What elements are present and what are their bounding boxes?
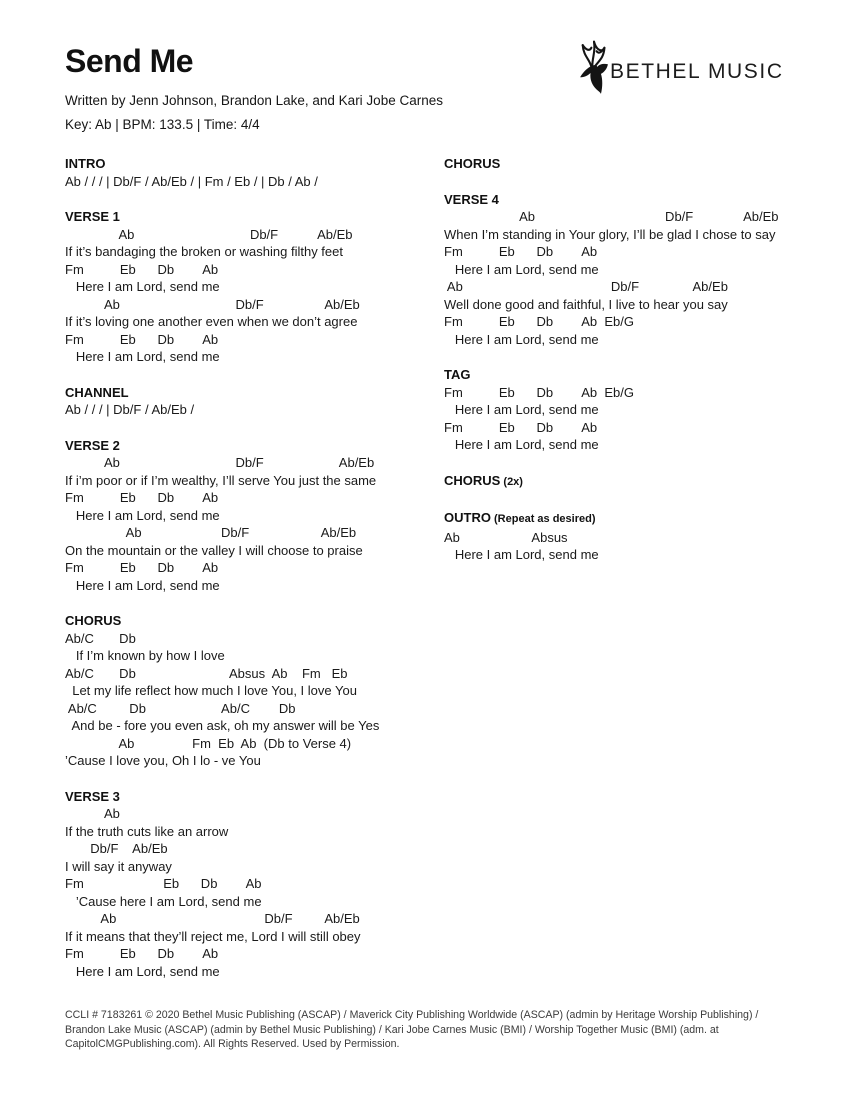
section-heading: VERSE 2	[65, 437, 120, 453]
section-heading: VERSE 4	[444, 191, 499, 207]
chord-line: Fm Eb Db Ab	[65, 331, 219, 347]
lyric-line: Here I am Lord, send me	[65, 963, 220, 979]
section-heading: CHORUS (2x)	[444, 472, 523, 488]
lyric-line: On the mountain or the valley I will choose to praise	[65, 542, 363, 558]
bethel-music-logo	[574, 36, 784, 96]
song-body	[65, 155, 797, 998]
lyric-line: Here I am Lord, send me	[65, 577, 220, 593]
chord-line: Fm Eb Db Ab Eb/G	[444, 384, 635, 400]
chord-line: Fm Eb Db Ab	[65, 490, 219, 505]
lyric-line: Here I am Lord, send me	[444, 437, 599, 452]
chord-line: Fm Eb Db Ab	[444, 419, 598, 435]
chord-line: Ab/C Db Ab/C Db	[65, 700, 296, 716]
lyric-line: If i’m poor or if I’m wealthy, I’ll serve You just the same	[65, 472, 377, 488]
lyric-line: If it’s loving one another even when we don’t agree	[65, 314, 358, 329]
chord-line: Ab/C Db Absus Ab Fm Eb	[65, 665, 348, 681]
section-tag	[444, 366, 797, 454]
brand-name: BETHEL MUSIC	[610, 60, 784, 83]
section-heading: VERSE 3	[65, 788, 120, 804]
chord-line: Fm Eb Db Ab Eb/G	[444, 314, 635, 329]
chord-line: Ab Db/F Ab/Eb	[444, 209, 779, 224]
section-outro	[444, 509, 797, 564]
lyric-line: When I’m standing in Your glory, I’ll be glad I chose to say	[444, 226, 776, 242]
lyric-line: Well done good and faithful, I live to hear you say	[444, 296, 728, 312]
copyright-footer: CCLI # 7183261 © 2020 Bethel Music Publishing (ASCAP) / Maverick City Publishing Worldwide (ASCAP) (admin by Heritage Worship Publishing) / Brandon Lake Music (ASCAP) (admin by Bethel Music Publishing) / Kari Jobe Carnes Music (BMI) / Worship Together Music (BMI) (adm. at CapitolCMGPublishing.com). All Rights Reserved. Used by Permission.	[65, 1009, 759, 1051]
section-chorus	[444, 472, 797, 492]
lyric-line: If the truth cuts like an arrow	[65, 823, 229, 839]
lyric-line: ’Cause here I am Lord, send me	[65, 893, 262, 909]
section-heading-suffix: (Repeat as desired)	[490, 513, 596, 525]
lyric-line: I will say it anyway	[65, 858, 172, 874]
section-heading: CHANNEL	[65, 384, 129, 400]
lyric-line: Here I am Lord, send me	[444, 402, 599, 417]
lyric-line: If it means that they’ll reject me, Lord I will still obey	[65, 928, 361, 944]
lyric-line: Here I am Lord, send me	[444, 547, 599, 562]
section-verse-1	[65, 208, 444, 366]
lyric-line: Here I am Lord, send me	[444, 331, 599, 347]
chord-line: Fm Eb Db Ab	[65, 876, 262, 891]
lyric-line: Here I am Lord, send me	[65, 349, 220, 364]
left-column	[65, 155, 444, 998]
song-header	[65, 44, 443, 133]
chord-line: Ab Db/F Ab/Eb	[444, 279, 728, 294]
song-key-bpm-time: Key: Ab | BPM: 133.5 | Time: 4/4	[65, 117, 260, 132]
section-verse-2	[65, 437, 444, 595]
chord-line: Ab Db/F Ab/Eb	[65, 911, 360, 926]
chord-line: Ab Db/F Ab/Eb	[65, 226, 353, 242]
chord-line: Ab / / / | Db/F / Ab/Eb /	[65, 402, 195, 417]
chord-line: Ab Db/F Ab/Eb	[65, 455, 375, 470]
section-intro	[65, 155, 444, 190]
chord-line: Ab / / / | Db/F / Ab/Eb / | Fm / Eb / | Db / Ab /	[65, 173, 318, 189]
section-verse-3	[65, 788, 444, 981]
chord-line: Ab Db/F Ab/Eb	[65, 296, 360, 312]
lyric-line: Here I am Lord, send me	[65, 279, 220, 294]
chord-line: Ab	[65, 806, 120, 821]
section-heading: CHORUS	[65, 613, 122, 628]
lyric-line: Here I am Lord, send me	[65, 507, 220, 523]
section-heading: OUTRO (Repeat as desired)	[444, 510, 596, 525]
song-title: Send Me	[65, 43, 194, 79]
section-heading: CHORUS	[444, 156, 501, 171]
chord-line: Ab Fm Eb Ab (Db to Verse 4)	[65, 735, 352, 751]
section-heading: VERSE 1	[65, 209, 120, 224]
chord-line: Fm Eb Db Ab	[65, 946, 219, 961]
chord-line: Fm Eb Db Ab	[65, 560, 219, 575]
chord-line: Db/F Ab/Eb	[65, 841, 168, 856]
deer-icon	[574, 36, 614, 96]
section-heading: TAG	[444, 367, 471, 382]
lyric-line: Here I am Lord, send me	[444, 261, 599, 277]
chord-line: Fm Eb Db Ab	[65, 261, 219, 277]
lyric-line: If I’m known by how I love	[65, 648, 225, 663]
lyric-line: ’Cause I love you, Oh I lo - ve You	[65, 753, 261, 768]
lyric-line: And be - fore you even ask, oh my answer will be Yes	[65, 718, 380, 733]
lyric-line: If it’s bandaging the broken or washing filthy feet	[65, 244, 343, 259]
section-chorus	[444, 155, 797, 173]
chord-line: Fm Eb Db Ab	[444, 244, 598, 259]
section-heading-suffix: (2x)	[500, 475, 523, 488]
section-channel	[65, 384, 444, 419]
section-chorus	[65, 612, 444, 770]
chord-line: Ab Absus	[444, 529, 568, 545]
section-verse-4	[444, 191, 797, 349]
song-writers: Written by Jenn Johnson, Brandon Lake, and Kari Jobe Carnes	[65, 93, 443, 108]
chord-line: Ab/C Db	[65, 630, 136, 646]
chord-line: Ab Db/F Ab/Eb	[65, 525, 357, 540]
section-heading: INTRO	[65, 156, 106, 171]
right-column	[444, 155, 797, 998]
lyric-line: Let my life reflect how much I love You, I love You	[65, 683, 357, 698]
